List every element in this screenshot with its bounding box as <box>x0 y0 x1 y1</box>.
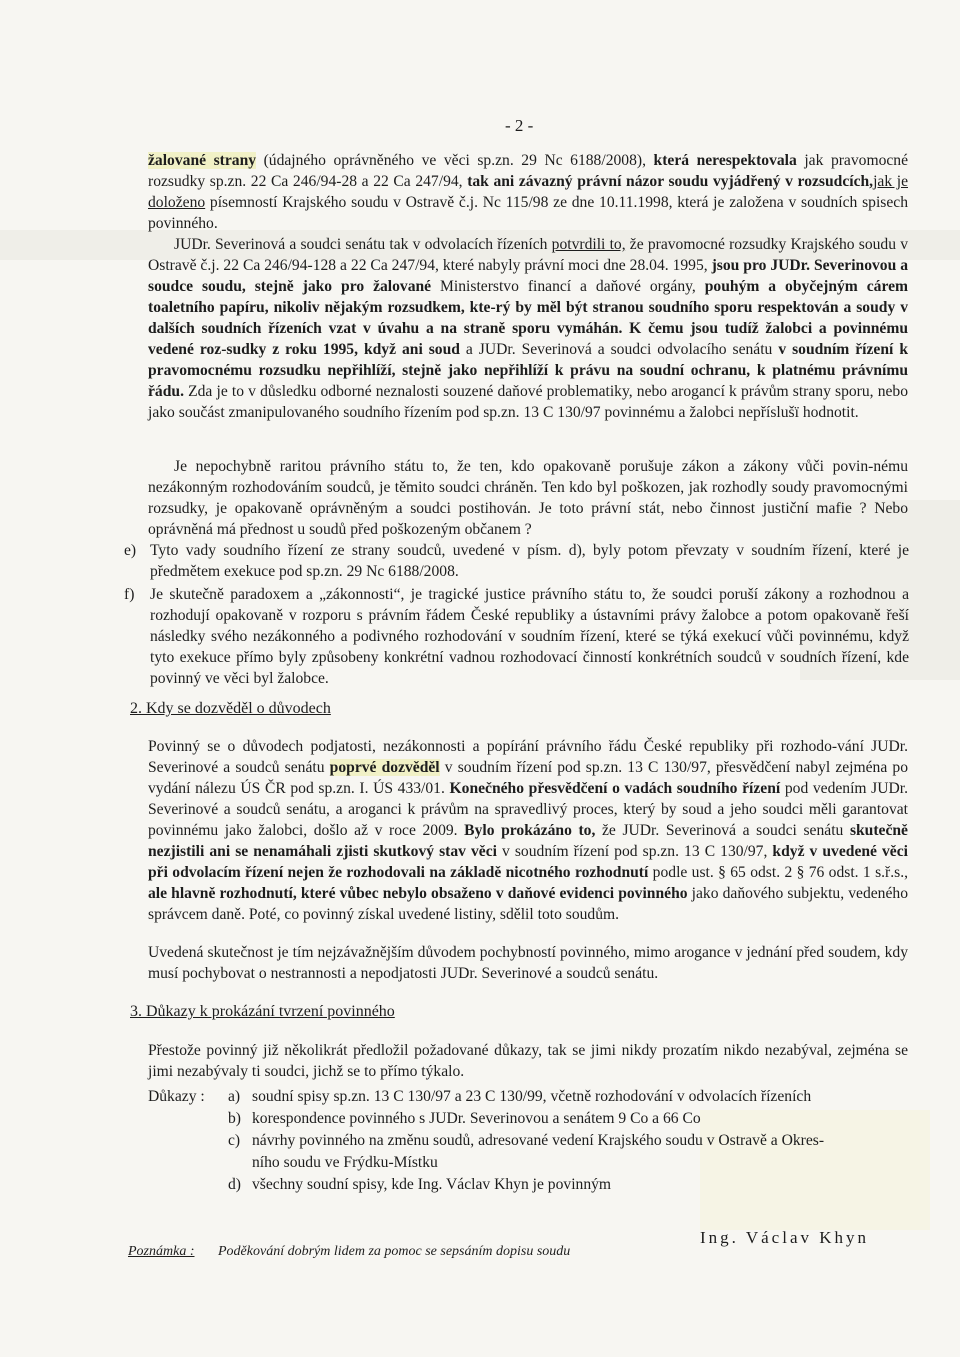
signature: Ing. Václav Khyn <box>700 1228 870 1247</box>
section2-paragraph: Povinný se o důvodech podjatosti, nezákonnosti a popírání právního řádu České republiky při rozhodo-vání JUDr. Severinové a soudců senátu poprvé dozvěděl v soudním řízení pod sp.zn. 13 C 130/97, přesvědčení nabyl zejména po vydání nálezu ÚS ČR pod sp.zn. I. ÚS 433/01. Konečného přesvědčení o vadách soudního řízení pod vedením JUDr. Severinové a soudců senátu, a aroganci k právům na spravedlivý proces, který by soud a jeho soudci měli garantovat povinnému jako žalobci, došlo až v roce 2009. Bylo prokázáno to, že JUDr. Severinová a soudci senátu skutečně nezjistili ani se nenamáhali zjisti skutkový stav věci v soudním řízení pod sp.zn. 13 C 130/97, když v uvedené věci při odvolacím řízení nejen že rozhodovali na základě nicotného rozhodnutí podle ust. § 65 odst. 2 § 76 odst. 1 s.ř.s., ale hlavně rozhodnutí, které vůbec nebylo obsaženo v daňové evidenci povinného jako daňového subjektu, vedeného správcem daně. Poté, co povinný získal uvedené listiny, sdělil toto soudům. <box>148 738 909 923</box>
list-item: b) korespondence povinného s JUDr. Severinovou a senátem 9 Co a 66 Co <box>228 1110 701 1127</box>
list-item: ního soudu ve Frýdku-Místku <box>252 1154 438 1171</box>
list-item: f) Je skutečně paradoxem a „zákonnosti“, je tragické justice právního státu to, že soudci poruší zákony a rozhodnou a rozhodují opakovaně v rozporu s právním řádem České republiky a ústavními právy žalobce a potom opakovaně řeší následky svého nezákonného a podivného rozhodování v soudním řízení, které se týká exekucí vůči povinnému, když tyto exekuce přímo byly způsobeny konkrétní vadnou rozhodovací činností konkrétních soudců v soudních řízení, kde povinný ve věci byl žalobce. <box>124 586 909 687</box>
list-item: d) všechny soudní spisy, kde Ing. Václav Khyn je povinným <box>228 1176 612 1193</box>
intro-paragraph: žalované strany (údajného oprávněného ve věci sp.zn. 29 Nc 6188/2008), která nerespektovala jak pravomocné rozsudky sp.zn. 22 Ca 246/94-28 a 22 Ca 247/94, tak ani závazný právní názor soudu vyjádřený v rozsudcích,jak je doloženo písemností Krajského soudu v Ostravě č.j. Nc 115/98 ze dne 10.11.1998, která je založena v soudních spisech povinného. <box>148 152 909 232</box>
proofs-list <box>148 1086 908 1196</box>
list-item: Důkazy : a) soudní spisy sp.zn. 13 C 130/97 a 23 C 130/99, včetně rozhodování v odvolacích řízeních <box>148 1088 812 1105</box>
list-item: c) návrhy povinného na změnu soudů, adresované vedení Krajského soudu v Ostravě a Okres- <box>228 1132 825 1149</box>
page-number: - 2 - <box>505 116 534 135</box>
note-text: Poděkování dobrým lidem za pomoc se sepsáním dopisu soudu <box>218 1244 571 1259</box>
paragraph-judr: JUDr. Severinová a soudci senátu tak v odvolacích řízeních potvrdili to, že pravomocné rozsudky Krajského soudu v Ostravě č.j. 22 Ca 246/94-128 a 22 Ca 247/94, které nabyly právní moci dne 28.04. 1995, jsou pro JUDr. Severinovou a soudce soudu, stejně jako pro žalované Ministerstvo financí a daňové orgány, pouhým a obyčejným cárem toaletního papíru, nikoliv nějakým rozsudkem, kte-rý by měl být stranou soudního sporu respektován a soudy v dalších soudních řízeních vzat v úvahu a na straně sporu vymáhán. K čemu jsou tudíž žalobci a povinnému vedené roz-sudky z roku 1995, když ani soud a JUDr. Severinová a soudci odvolacího senátu v soudním řízení k pravomocnému rozsudku nepřihlíží, stejně jako nepřihlíží k právu na soudní ochranu, k platnému právnímu řádu. Zda je to v důsledku odborné neznalosti souzené daňové problematiky, nebo arogancí k právům strany sporu, nebo jako součást zmanipulovaného soudního řízením pod sp.zn. 13 C 130/97 povinnému a žalobci nepříslušï hodnotit. <box>148 236 908 421</box>
list-item: e) Tyto vady soudního řízení ze strany soudců, uvedené v písm. d), byly potom převzaty v soudním řízení, které je předmětem exekuce pod sp.zn. 29 Nc 6188/2008. <box>124 542 909 580</box>
note-label: Poznámka : <box>128 1244 195 1259</box>
section3-heading: 3. Důkazy k prokázání tvrzení povinného <box>130 1003 395 1020</box>
paragraph-raritou: Je nepochybně raritou právního státu to, že ten, kdo opakovaně porušuje zákon a zákony vůči povin-nému nezákonným rozhodováním soudců, je těmito soudci chráněn. Ten kdo byl poškozen, jak rozhodly soudy pravomocnými rozsudky, je opakovaně oprávněným a soudci postihován. Je toto právní stát, nebo činnost justiční mafie ? Nebo oprávněná má přednost u soudů před poškozeným občanem ? <box>148 458 908 538</box>
section3-paragraph: Přestože povinný již několikrát předložil požadované důkazy, tak se jimi nikdy prozatím nikdo nezabýval, zejména se jimi nezabývaly ti soudci, jichž se to přímo týkalo. <box>148 1042 908 1080</box>
footer-note <box>128 1244 570 1260</box>
items-list <box>124 540 909 691</box>
section2-paragraph-2: Uvedená skutečnost je tím nejzávažnějším důvodem pochybností povinného, mimo arogance v jednání před soudem, kdy musí pochybovat o nestrannosti a nepodjatosti JUDr. Severinové a soudců senátu. <box>148 944 908 982</box>
section2-heading: 2. Kdy se dozvěděl o důvodech <box>130 700 331 717</box>
